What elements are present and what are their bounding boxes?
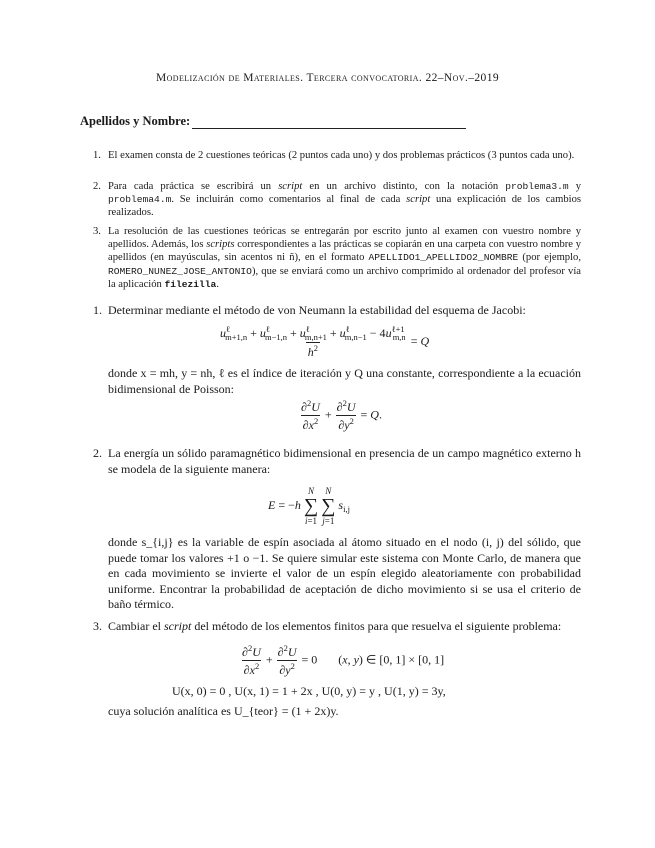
filename: problema3.m (505, 181, 569, 192)
name-line (192, 116, 466, 129)
problem-3-after: cuya solución analítica es U_{teor} = (1 + 2x)y. (108, 704, 339, 718)
app-name: filezilla (164, 278, 217, 290)
instruction-2: 2. Para cada práctica se escribirá un script en un archivo distinto, con la notación problema3.m y problema4.m. Se incluirán como comentarios al final de cada script una explicación de los cambios realizados. (93, 181, 581, 219)
boundary-conditions: U(x, 0) = 0 , U(x, 1) = 1 + 2x , U(0, y) = y , U(1, y) = 3y, (172, 684, 446, 698)
exam-header: Modelización de Materiales. Tercera convocatoria. 22–Nov.–2019 (156, 72, 499, 84)
jacobi-equation: $\frac{u^\ell_{m+1,n} + u^\ell_{m-1,n} + u^\ell_{m,n+1} + u^\ell_{m,n-1} - 4u^{\ell+1}_{m,n}}{h^2}$ = Q (220, 324, 430, 360)
name-label: Apellidos y Nombre: (80, 114, 191, 128)
instruction-1 (93, 149, 581, 162)
instruction-num: 1. (93, 150, 101, 161)
filename: problema4.m (108, 194, 172, 206)
poisson-equation: $\frac{\partial^2U}{\partial x^2}$ + $\frac{\partial^2U}{\partial y^2}$ = Q. (301, 398, 382, 432)
instruction-num: 2. (93, 181, 101, 192)
instruction-3: 3. La resolución de las cuestiones teóricas se entregarán por escrito junto al examen con vuestro nombre y apellidos. Además, los scripts correspondientes a las prácticas se copiarán en una carpeta con vuestro nombre y apellidos (en mayúsculas, sin acentos ni ñ), en el formato APELLIDO1_APELLIDO2_NOMBRE (por ejemplo, ROMERO_NUNEZ_JOSE_ANTONIO), que se enviará como un archivo comprimido al ordenador del profesor vía la aplicación filezilla. (93, 226, 582, 290)
problem-3: 3. Cambiar el script del método de los elementos finitos para que resuelva el siguiente problema: (93, 619, 562, 633)
problem-2: 2. La energía un sólido paramagnético bidimensional en presencia de un campo magnético externo h se modela de la siguiente manera: (93, 446, 581, 476)
name-field (80, 114, 466, 129)
problem-2-after: donde s_{i,j} es la variable de espín asociada al átomo situado en el nodo (i, j) del sólido, que puede tomar los valores +1 o −1. Se quiere simular este sistema con Monte Carlo, de manera que en cada movimiento se invierte el valor de un espín elegido aleatoriamente con probabilidad uniforme. Encontrar la probabilidad de aceptación de dicho movimiento si se usa el criterio de baño térmico. (108, 535, 581, 611)
folder-example: ROMERO_NUNEZ_JOSE_ANTONIO (108, 265, 252, 277)
folder-format: APELLIDO1_APELLIDO2_NOMBRE (368, 252, 519, 264)
energy-equation: E = −h N ∑ i=1 N ∑ j=1 $s_{i,j}$ (268, 486, 350, 526)
problem-1-after: donde x = mh, y = nh, ℓ es el índice de iteración y Q una constante, correspondiente a la ecuación bidimensional de Poisson: (108, 366, 581, 396)
problem-1: 1. Determinar mediante el método de von Neumann la estabilidad del esquema de Jacobi: (93, 303, 526, 317)
instruction-text: El examen consta de 2 cuestiones teóricas (2 puntos cada uno) y dos problemas prácticos (3 puntos cada uno). (108, 150, 575, 161)
laplace-equation: $\frac{\partial^2U}{\partial x^2}$ + $\frac{\partial^2U}{\partial y^2}$ = 0 (x, y) ∈ [0, 1] × [0, 1] (242, 643, 445, 677)
instruction-num: 3. (93, 226, 101, 237)
